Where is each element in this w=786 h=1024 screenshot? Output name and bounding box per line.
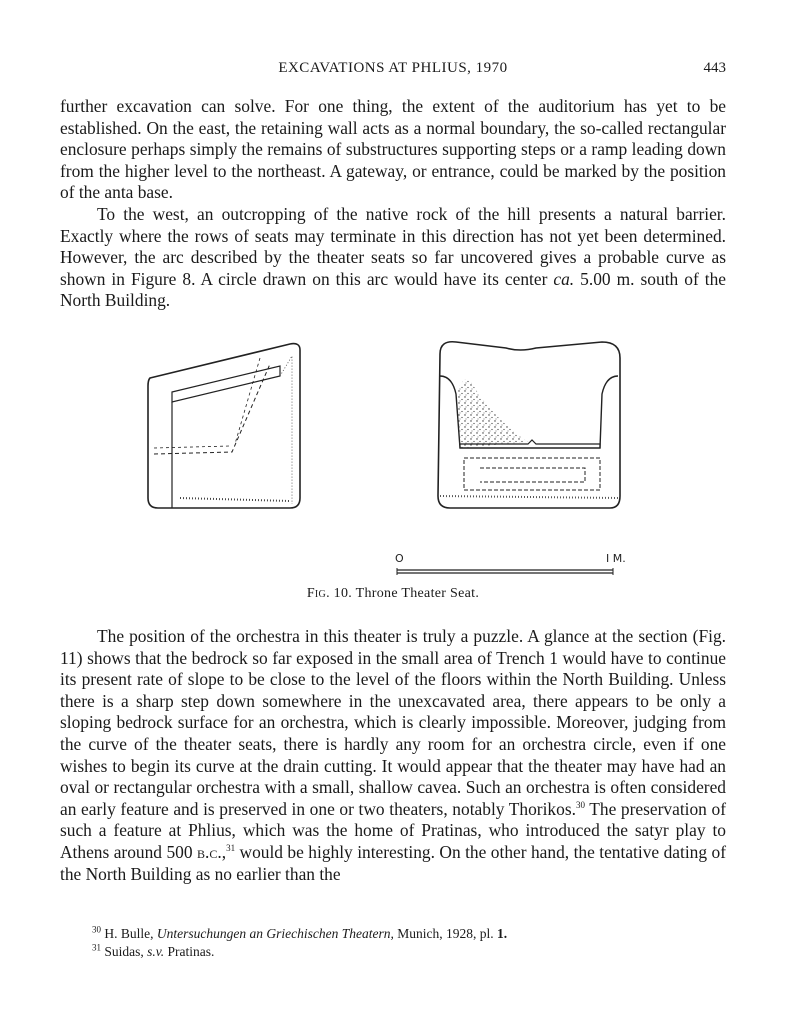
paragraph-1: further excavation can solve. For one thing, the extent of the auditorium has yet to be established. On the east, the retaining wall acts as a normal boundary, the so-called rectangular enclosure perhaps simply the remains of substructures supporting steps or a ramp leading down from the higher level to the northeast. A gateway, or entrance, could be marked by the position of the anta base. <box>60 96 726 203</box>
footnote-30-text-a: H. Bulle, <box>101 926 157 941</box>
footnote-ref-30: 30 <box>575 799 585 810</box>
footnote-31 <box>92 943 507 961</box>
scale-label-start: O <box>395 552 404 565</box>
footnote-ref-31: 31 <box>226 843 236 854</box>
footnote-31-text-b: Pratinas. <box>164 944 215 959</box>
page-number: 443 <box>703 60 726 76</box>
footnote-30-title: Untersuchungen an Griechischen Theatern, <box>156 926 394 941</box>
running-header <box>60 60 726 82</box>
side-view-drawing <box>148 344 300 508</box>
footnote-30 <box>92 925 507 943</box>
paragraph-3-text-a: The position of the orchestra in this theater is truly a puzzle. A glance at the section (Fig. 11) shows that the bedrock so far exposed in the small area of Trench 1 would have to continue its present rate of slope to be close to the level of the floors within the North Building. Unless there is a sharp step down somewhere in the unexcavated area, there appears to be only a sloping bedrock surface for an orchestra, which is clearly impossible. Moreover, judging from the curve of the theater seats, there is hardly any room for an orchestra circle, even if one wishes to begin its curve at the drain cutting. It would appear that the theater may have had an oval or rectangular orchestra with a small, shallow cavea. Such an orchestra is often considered an early feature and is preserved in one or two theaters, notably Thorikos. <box>60 626 726 819</box>
paragraph-2-text-a: To the west, an outcropping of the native rock of the hill presents a natural barrier. Exactly where the rows of seats may terminate in this direction has not yet been determined. However, the arc described by the theater seats so far uncovered gives a probable curve as shown in Figure 8. A circle drawn on this arc would have its center <box>60 203 726 289</box>
caption-text: 10. Throne Theater Seat. <box>329 586 480 601</box>
abbrev-bc: b.c. <box>197 841 222 862</box>
footnote-30-number: 30 <box>92 924 101 935</box>
running-title: EXCAVATIONS AT PHLIUS, 1970 <box>278 60 508 76</box>
footnotes <box>92 925 507 961</box>
caption-prefix: Fig. <box>306 586 330 601</box>
paragraph-2-text-b: 5.00 m. south of the North Building. <box>60 268 727 311</box>
paragraph-3-text-b: The preservation of such a feature at Phlius, which was the home of Pratinas, who introduced the satyr play to Athens around 500 <box>60 798 726 862</box>
abbrev-circa: ca. <box>553 268 575 289</box>
footnote-31-sv: s.v. <box>147 944 165 959</box>
body-text-bottom <box>60 626 726 885</box>
body-text-top <box>60 96 726 312</box>
scale-bar <box>395 552 626 575</box>
paragraph-3-comma: , <box>221 841 227 862</box>
figure-caption <box>0 586 786 602</box>
front-view-drawing <box>438 342 620 508</box>
footnote-31-number: 31 <box>92 942 101 953</box>
throne-seat-drawing <box>140 336 640 576</box>
scale-label-end: I M. <box>606 552 626 565</box>
footnote-31-text-a: Suidas, <box>101 944 148 959</box>
paragraph-3 <box>60 626 726 885</box>
footnote-30-plate: 1. <box>496 926 508 941</box>
paragraph-2 <box>60 204 726 312</box>
footnote-30-text-b: Munich, 1928, pl. <box>393 926 497 941</box>
paragraph-3-text-c: would be highly interesting. On the other hand, the tentative dating of the North Building as no earlier than the <box>60 841 726 884</box>
figure-10 <box>140 336 640 576</box>
